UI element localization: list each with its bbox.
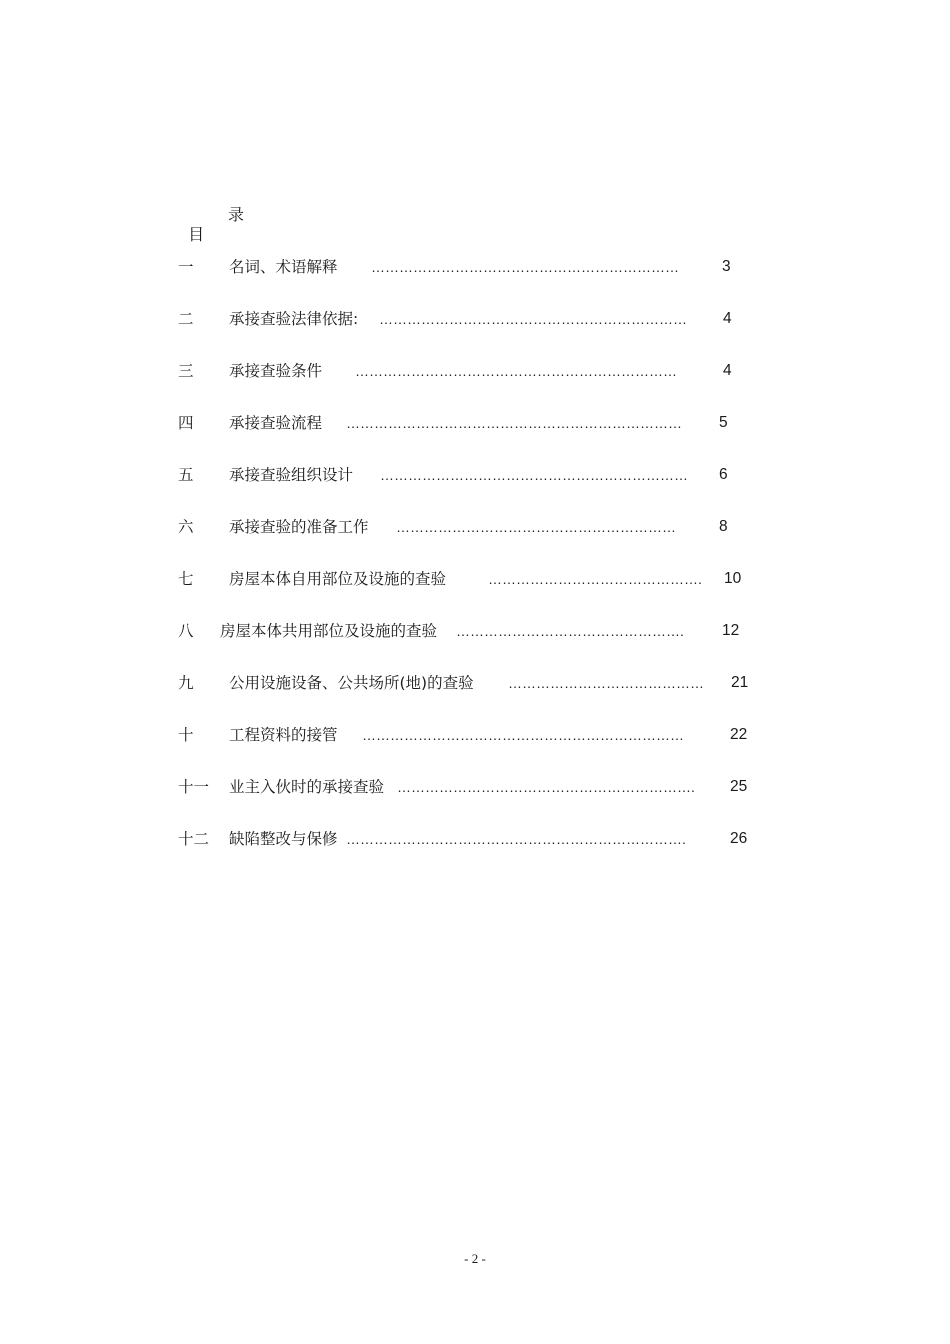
toc-entry-leader: ………………………………………………………………: [346, 415, 682, 431]
toc-entry-label: 承接查验条件: [229, 362, 323, 380]
toc-entry-leader: ……………………………………………………………: [362, 727, 684, 743]
toc-entry-page: 3: [722, 258, 731, 275]
toc-entry-label: 承接查验组织设计: [229, 466, 354, 484]
toc-entry-number: 九: [178, 674, 194, 692]
toc-entry-leader: ……………………………………………………: [396, 519, 676, 535]
toc-entry-label: 承接查验的准备工作: [229, 518, 369, 536]
toc-entry-number: 八: [178, 622, 194, 640]
toc-entry-number: 一: [178, 258, 194, 276]
toc-entry-label: 房屋本体共用部位及设施的查验: [220, 622, 438, 640]
toc-entry-page: 6: [719, 466, 728, 483]
toc-entry-page: 8: [719, 518, 728, 535]
toc-entry-page: 4: [723, 310, 732, 327]
toc-entry-leader: ……………………………………………………….: [397, 779, 695, 795]
toc-entry-label: 承接查验法律依据:: [229, 310, 359, 328]
toc-entry-page: 25: [730, 778, 748, 795]
toc-entry-label: 缺陷整改与保修: [229, 830, 338, 848]
toc-entry-leader: ……………………………………: [508, 675, 704, 691]
toc-entry-page: 22: [730, 726, 748, 743]
toc-heading-char-2: 录: [228, 205, 245, 224]
toc-entry-page: 10: [724, 570, 742, 587]
toc-entry-leader: ……………………………………………………………….: [346, 831, 686, 847]
toc-entry-number: 六: [178, 518, 194, 536]
toc-entry-page: 26: [730, 830, 748, 847]
toc-entry-page: 5: [719, 414, 728, 431]
toc-entry-page: 21: [731, 674, 749, 691]
toc-entry-label: 房屋本体自用部位及设施的查验: [229, 570, 447, 588]
toc-entry-number: 十: [178, 726, 194, 744]
page-number: - 2 -: [464, 1251, 486, 1266]
toc-heading: [178, 205, 245, 265]
toc-entry-number: 四: [178, 414, 194, 432]
toc-entry-label: 公用设施设备、公共场所(地)的查验: [229, 674, 474, 692]
toc-entry-number: 三: [178, 362, 194, 380]
toc-entry-number: 五: [178, 466, 194, 484]
toc-entry-leader: …………………………………………………………: [380, 467, 688, 483]
toc-heading-char-1: 目: [188, 225, 205, 244]
toc-entry-leader: ……………………………………….: [488, 571, 702, 587]
toc-entry-number: 七: [178, 570, 194, 588]
toc-entry-leader: …………………………………………………………: [379, 311, 687, 327]
toc-entry-page: 12: [722, 622, 740, 639]
toc-entry-leader: ………………………………………….: [456, 623, 684, 639]
toc-entry-label: 工程资料的接管: [229, 726, 338, 744]
toc-entry-number: 十二: [178, 830, 210, 848]
toc-entry-leader: ……………………………………………………………: [355, 363, 677, 379]
toc-entry-page: 4: [723, 362, 732, 379]
toc-entry-label: 业主入伙时的承接查验: [229, 778, 385, 796]
toc-entry-number: 十一: [178, 778, 210, 796]
toc-entry-number: 二: [178, 310, 194, 328]
toc-entry-label: 承接查验流程: [229, 414, 323, 432]
toc-entry-label: 名词、术语解释: [229, 258, 338, 276]
toc-entry-leader: …………………………………………………………: [371, 259, 679, 275]
